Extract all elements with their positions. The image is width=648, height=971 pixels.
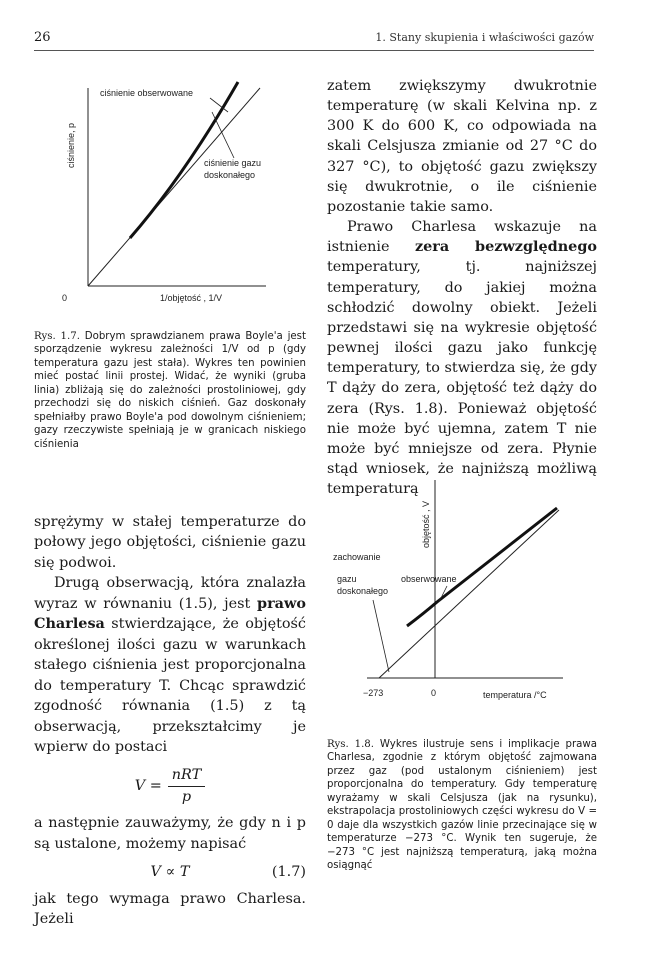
page-number: 26 — [34, 30, 51, 45]
left-paragraph-1: sprężymy w stałej temperaturze do połowy jego objętości, ciśnienie gazu się podwoi. — [34, 514, 306, 571]
figure-1-8 — [327, 478, 597, 726]
header-rule — [34, 50, 594, 51]
eq1-fraction — [168, 765, 205, 807]
running-title: 1. Stany skupienia i właściwości gazów — [375, 31, 594, 44]
caption-1-7-text: Dobrym sprawdzianem prawa Boyle'a jest sporządzenie wykresu zależności 1/V od p (gdy temperatura gazu jest stała). Wykres ten powinien mieć postać linii prostej. Widać, że wyniki (gruba linia) zbliżają się do zależności prostoliniowej, gdy przechodzi się do niskich ciśnień. Gaz doskonały spełniałby prawo Boyle'a pod dowolnym ciśnieniem; gazy rzeczywiste spełniają je w granicach niskiego ciśnienia — [34, 331, 306, 450]
fig2-pointer-ideal — [373, 600, 389, 672]
page-header — [34, 30, 594, 50]
eq1-lhs: V = — [134, 778, 162, 795]
left-p2-a: Drugą obserwacją, która znalazła wyraz w równaniu (1.5), jest — [34, 575, 306, 612]
caption-1-8-label: Rys. 1.8. — [327, 739, 375, 750]
fig2-label-ideal-2: gazu — [337, 574, 357, 584]
fig1-ideal-line — [88, 88, 260, 286]
caption-1-8-text: Wykres ilustruje sens i implikacje prawa Charlesa, zgodnie z którym objętość zajmowana przez gaz (pod ustalonym ciśnieniem) jest proporcjonalna do temperatury. Gdy temperaturę wyrażamy w skali Celsjusza (jak na rysunku), ekstrapolacja prostoliniowych części wykresu do V = 0 daje dla wszystkich gazów linie przecinające się w temperaturze −273 °C. Wynik ten sugeruje, że −273 °C jest najniższą temperaturą, jaką można osiągnąć — [327, 739, 597, 872]
left-column-text — [34, 512, 306, 930]
right-paragraph-1: zatem zwiększymy dwukrotnie temperaturę (w skali Kelvina np. z 300 K do 600 K, co odpowiada na skali Celsjusza zmianie od 27 °C do 327 °C), to objętość gazu zwiększy się dwukrotnie, o ile ciśnienie pozostanie takie samo. — [327, 78, 597, 215]
figure-1-7 — [34, 72, 306, 317]
caption-1-8 — [327, 738, 597, 873]
fig1-label-ideal-2: doskonałego — [204, 170, 256, 180]
fig1-origin: 0 — [62, 293, 68, 303]
fig2-label-ideal-1: zachowanie — [333, 552, 381, 562]
left-paragraph-3: a następnie zauważymy, że gdy n i p są ustalone, możemy napisać — [34, 815, 306, 852]
term-absolute-zero: zera bezwzględnego — [414, 238, 597, 256]
right-p2-c: temperatury, tj. najniższej temperatury, do jakiej można schłodzić dowolny obiekt. Jeżeli przedstawi się na wykresie objętość pewnej ilości gazu jako funkcję temperatury, to stwierdza się, że gdy T dąży do zera, objętość też dąży do zera (Rys. 1.8). Ponieważ objętość nie może być ujemna, zatem T nie może być mniejsze od zera. Płynie stąd wniosek, że najniższą możliwą temperaturą — [327, 259, 597, 498]
left-p2-c: stwierdzające, że objętość określonej ilości gazu w warunkach stałego ciśnienia jest proporcjonalna do temperatury T. Chcąc sprawdzić zgodność równania (1.5) z tą obserwacją, przekształcimy je wpierw do postaci — [34, 616, 306, 755]
fig1-label-observed: ciśnienie obserwowane — [100, 88, 194, 98]
fig1-label-ideal-1: ciśnienie gazu — [204, 158, 262, 168]
right-p2-a: Prawo Charlesa wskazuje na istnienie — [327, 219, 597, 256]
right-paragraph-2 — [327, 217, 597, 499]
caption-1-7 — [34, 330, 306, 451]
fig2-label-observed: obserwowane — [401, 574, 457, 584]
eq1-denominator: p — [181, 788, 192, 805]
fig2-tick-zero: 0 — [431, 688, 437, 698]
eq2-number: (1.7) — [271, 864, 306, 881]
caption-1-7-label: Rys. 1.7. — [34, 331, 80, 342]
left-paragraph-2 — [34, 573, 306, 757]
fig1-pointer-ideal — [212, 112, 234, 158]
eq2-body: V ∝ T — [150, 864, 190, 881]
eq1-numerator: nRT — [168, 765, 205, 786]
term-charles-law: prawo Charlesa — [34, 594, 306, 633]
left-paragraph-4: jak tego wymaga prawo Charlesa. Jeżeli — [34, 890, 306, 928]
right-column-text — [327, 76, 597, 499]
fig2-xlabel: temperatura /°C — [483, 690, 547, 700]
fig2-ylabel: objętość , V — [421, 500, 431, 548]
equation-v-prop-t — [34, 862, 306, 882]
fig2-tick-neg: −273 — [363, 688, 384, 698]
fig1-ylabel: ciśnienie, p — [66, 122, 76, 168]
equation-v-nrt-p — [34, 765, 306, 807]
fig1-xlabel: 1/objętość , 1/V — [160, 293, 223, 303]
fig2-label-ideal-3: doskonałego — [337, 586, 389, 596]
fig2-ideal-line — [379, 510, 559, 678]
